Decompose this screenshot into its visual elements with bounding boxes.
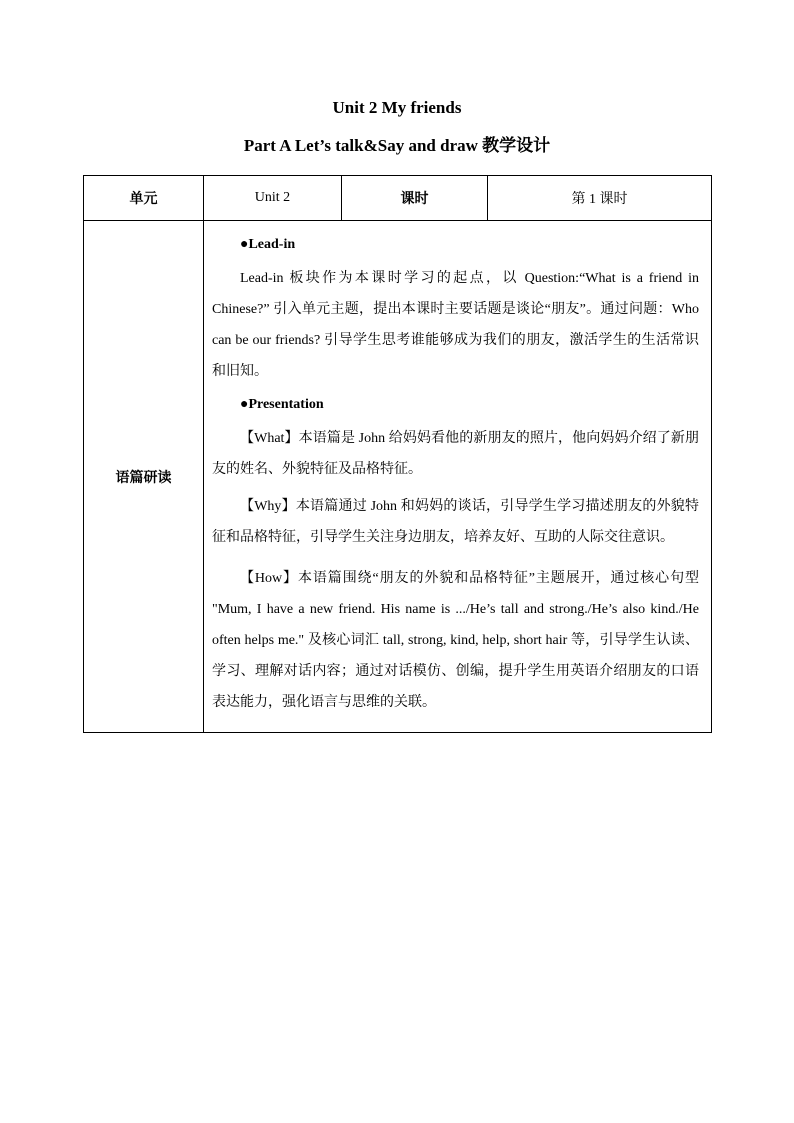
what-paragraph: 【What】本语篇是 John 给妈妈看他的新朋友的照片，他向妈妈介绍了新朋友的姓名、外貌特征及品格特征。: [212, 431, 699, 477]
unit-label-cell: 单元: [84, 176, 204, 221]
leadin-heading: ●Lead-in: [240, 237, 296, 252]
why-paragraph: 【Why】本语篇通过 John 和妈妈的谈话，引导学生学习描述朋友的外貌特征和品格特征，引导学生关注身边朋友，培养友好、互助的人际交往意识。: [212, 499, 699, 545]
unit-value-cell: Unit 2: [204, 176, 342, 221]
presentation-heading: ●Presentation: [240, 397, 324, 412]
section-content-cell: [204, 221, 712, 733]
period-label-cell: 课时: [342, 176, 488, 221]
how-paragraph: 【How】本语篇围绕“朋友的外貌和品格特征”主题展开，通过核心句型 "Mum, I have a new friend. His name is .../He’s tall and strong./He’s also kind./He often helps me." 及核心词汇 tall, strong, kind, help, short hair 等，引导学生认读、学习、理解对话内容；通过对话模仿、创编，提升学生用英语介绍朋友的口语表达能力，强化语言与思维的关联。: [212, 571, 699, 710]
period-value-cell: 第 1 课时: [488, 176, 712, 221]
leadin-paragraph: Lead-in 板块作为本课时学习的起点，以 Question:“What is a friend in Chinese?” 引入单元主题，提出本课时主要话题是谈论“朋友”。通过问题：Who can be our friends? 引导学生思考谁能够成为我们的朋友，激活学生的生活常识和旧知。: [212, 271, 699, 379]
text-analysis-row: [84, 221, 712, 733]
lesson-design-table: [83, 175, 712, 733]
table-header-row: [84, 176, 712, 221]
section-label-cell: 语篇研读: [84, 221, 204, 733]
document-subtitle: Part A Let’s talk&Say and draw 教学设计: [243, 136, 551, 155]
document-title: Unit 2 My friends: [332, 98, 462, 117]
